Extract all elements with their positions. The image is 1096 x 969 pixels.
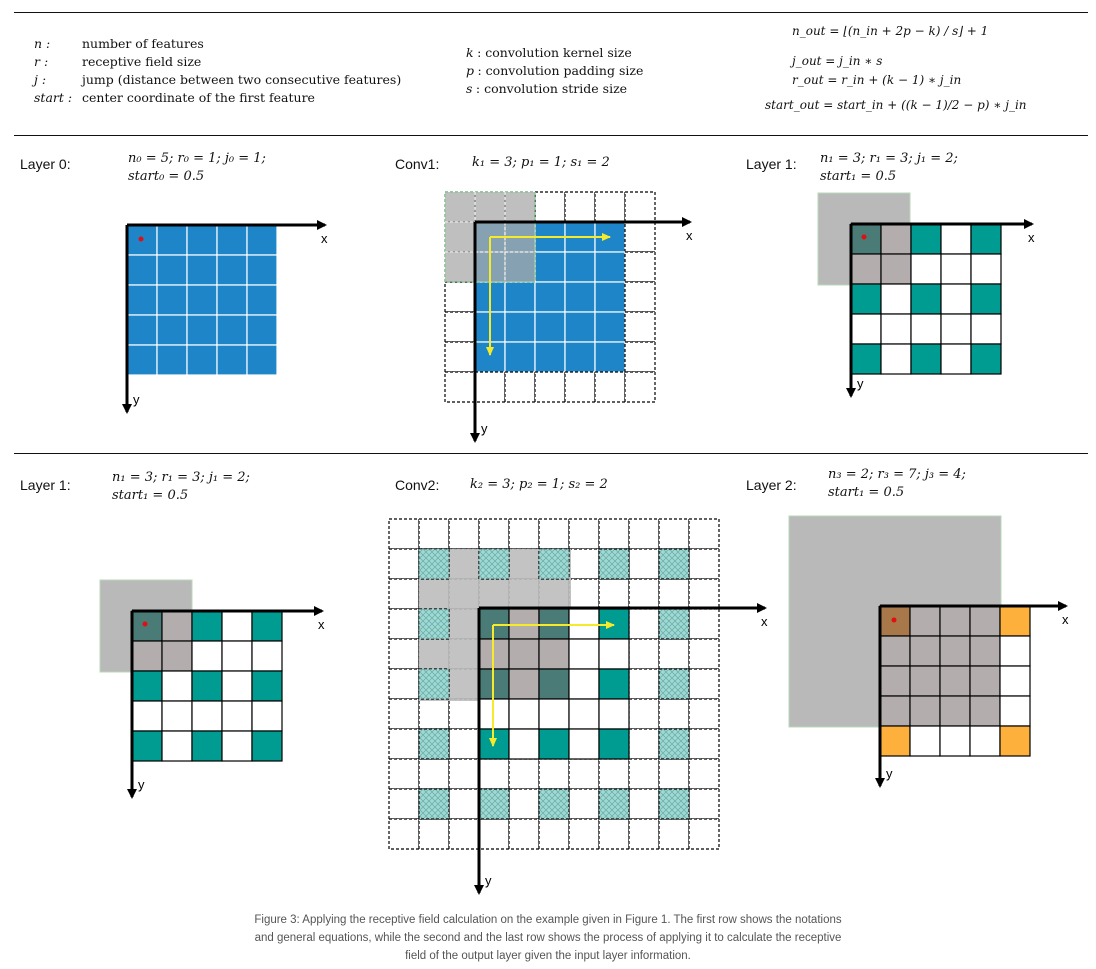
empty-cell (940, 666, 970, 696)
padding-cell (479, 759, 509, 789)
padding-cell (569, 819, 599, 849)
padding-cell (509, 519, 539, 549)
empty-cell (880, 666, 910, 696)
padding-cell (629, 549, 659, 579)
input-feature-cell (247, 345, 277, 375)
output-feature-cell (192, 611, 222, 641)
x-axis-label: x (1062, 612, 1069, 627)
padding-cell (569, 579, 599, 609)
output-feature-cell (971, 284, 1001, 314)
empty-cell (599, 639, 629, 669)
padding-cell (629, 729, 659, 759)
empty-cell (941, 254, 971, 284)
row1-layer1-start: start₁ = 0.5 (820, 169, 897, 184)
dilated-cell (419, 549, 449, 579)
empty-cell (910, 696, 940, 726)
row2-layer1-label: Layer 1: (20, 477, 71, 493)
empty-cell (910, 726, 940, 756)
dilated-cell (659, 789, 689, 819)
empty-cell (881, 344, 911, 374)
padding-cell (659, 519, 689, 549)
dilated-cell (659, 729, 689, 759)
padding-cell (689, 519, 719, 549)
empty-cell (941, 224, 971, 254)
empty-cell (132, 701, 162, 731)
notation-sym: n : (34, 36, 51, 51)
input-feature-cell (217, 345, 247, 375)
padding-cell (389, 519, 419, 549)
input-feature-cell (599, 669, 629, 699)
input-feature-cell (505, 342, 535, 372)
padding-cell (659, 639, 689, 669)
padding-cell (419, 759, 449, 789)
padding-cell (595, 372, 625, 402)
row2-conv2-params: k₂ = 3; p₂ = 1; s₂ = 2 (470, 477, 608, 492)
row1-conv1-label: Conv1: (395, 156, 440, 172)
padding-cell (389, 789, 419, 819)
padding-cell (625, 372, 655, 402)
dilated-cell (659, 609, 689, 639)
empty-cell (941, 284, 971, 314)
padding-cell (569, 759, 599, 789)
output-feature-cell (971, 344, 1001, 374)
dilated-cell (419, 789, 449, 819)
input-feature-cell (187, 285, 217, 315)
empty-cell (910, 636, 940, 666)
input-feature-cell (565, 282, 595, 312)
padding-cell (449, 759, 479, 789)
padding-cell (689, 579, 719, 609)
input-feature-cell (247, 255, 277, 285)
row1-layer1-params: n₁ = 3; r₁ = 3; j₁ = 2; (820, 151, 958, 166)
empty-cell (252, 641, 282, 671)
output-feature-cell (252, 671, 282, 701)
empty-cell (569, 729, 599, 759)
padding-cell (659, 579, 689, 609)
notation-sym: j : (34, 72, 47, 87)
padding-cell (625, 222, 655, 252)
empty-cell (539, 639, 569, 669)
input-feature-cell (187, 345, 217, 375)
empty-cell (880, 696, 910, 726)
empty-cell (162, 671, 192, 701)
padding-cell (389, 609, 419, 639)
input-feature-cell (157, 345, 187, 375)
input-feature-cell (187, 315, 217, 345)
output-feature-cell (880, 726, 910, 756)
padding-cell (539, 519, 569, 549)
empty-cell (162, 701, 192, 731)
padding-cell (389, 729, 419, 759)
empty-cell (971, 314, 1001, 344)
padding-cell (479, 519, 509, 549)
dilated-cell (419, 669, 449, 699)
empty-cell (1000, 666, 1030, 696)
dilated-cell (419, 609, 449, 639)
padding-cell (449, 819, 479, 849)
empty-cell (132, 641, 162, 671)
equation-j-out: j_out = j_in ∗ s (792, 54, 883, 68)
padding-cell (569, 519, 599, 549)
row1-conv1-params: k₁ = 3; p₁ = 1; s₁ = 2 (472, 155, 610, 170)
empty-cell (569, 639, 599, 669)
dilated-cell (659, 549, 689, 579)
row1-layer0-label: Layer 0: (20, 156, 71, 172)
output-feature-cell (132, 731, 162, 761)
padding-cell (505, 372, 535, 402)
output-feature-cell (132, 671, 162, 701)
input-feature-cell (187, 225, 217, 255)
notation-sym: r : (34, 54, 49, 69)
output-feature-cell (1000, 726, 1030, 756)
empty-cell (192, 701, 222, 731)
empty-cell (222, 611, 252, 641)
input-feature-cell (535, 312, 565, 342)
input-feature-cell (595, 342, 625, 372)
padding-cell (659, 819, 689, 849)
empty-cell (222, 701, 252, 731)
output-feature-cell (252, 731, 282, 761)
padding-cell (569, 549, 599, 579)
padding-cell (599, 819, 629, 849)
notation-desc: receptive field size (82, 54, 202, 69)
empty-cell (941, 344, 971, 374)
layer1-grid (818, 193, 1035, 396)
input-feature-cell (157, 285, 187, 315)
output-feature-cell (192, 671, 222, 701)
padding-cell (625, 282, 655, 312)
layer1-grid-row2 (100, 580, 325, 797)
empty-cell (539, 699, 569, 729)
input-feature-cell (157, 315, 187, 345)
empty-cell (881, 254, 911, 284)
input-feature-cell (595, 282, 625, 312)
output-feature-cell (851, 224, 881, 254)
x-axis-label: x (318, 617, 325, 632)
empty-cell (881, 224, 911, 254)
padding-cell (689, 669, 719, 699)
input-feature-cell (247, 315, 277, 345)
empty-cell (509, 699, 539, 729)
output-feature-cell (911, 344, 941, 374)
dilated-cell (659, 669, 689, 699)
center-dot (892, 618, 897, 623)
padding-cell (449, 519, 479, 549)
input-feature-cell (535, 282, 565, 312)
dilated-cell (539, 549, 569, 579)
padding-cell (509, 759, 539, 789)
output-feature-cell (911, 284, 941, 314)
padding-cell (419, 819, 449, 849)
padding-cell (445, 342, 475, 372)
input-feature-cell (505, 282, 535, 312)
conv-sym: s (466, 81, 473, 96)
empty-cell (192, 641, 222, 671)
empty-cell (881, 284, 911, 314)
input-feature-cell (505, 312, 535, 342)
caption-line: field of the output layer given the input layer information. (405, 950, 691, 962)
empty-cell (162, 611, 192, 641)
notation-sym: start : (34, 90, 73, 105)
empty-cell (851, 254, 881, 284)
caption-line: Figure 3: Applying the receptive field calculation on the example given in Figure 1. The first row shows the notations (254, 914, 842, 926)
notation-desc: jump (distance between two consecutive features) (82, 72, 402, 87)
padding-cell (599, 579, 629, 609)
padding-cell (629, 579, 659, 609)
padding-cell (625, 252, 655, 282)
conv-sym: p (466, 63, 475, 78)
output-feature-cell (851, 344, 881, 374)
output-feature-cell (192, 731, 222, 761)
input-feature-cell (247, 285, 277, 315)
row2-layer2-params: n₃ = 2; r₃ = 7; j₃ = 4; (828, 467, 966, 482)
padding-cell (389, 669, 419, 699)
center-dot (862, 235, 867, 240)
padding-cell (625, 312, 655, 342)
output-feature-cell (911, 224, 941, 254)
empty-cell (970, 666, 1000, 696)
empty-cell (569, 669, 599, 699)
row1-layer1-label: Layer 1: (746, 156, 797, 172)
padding-cell (569, 789, 599, 819)
input-feature-cell (539, 669, 569, 699)
input-feature-cell (127, 315, 157, 345)
empty-cell (222, 641, 252, 671)
input-feature-cell (217, 255, 247, 285)
input-feature-cell (535, 252, 565, 282)
padding-cell (445, 372, 475, 402)
empty-cell (970, 726, 1000, 756)
empty-cell (910, 666, 940, 696)
center-dot (139, 237, 144, 242)
conv-desc: : convolution stride size (475, 81, 628, 96)
x-axis-label: x (686, 228, 693, 243)
input-feature-cell (247, 225, 277, 255)
padding-cell (389, 819, 419, 849)
input-feature-cell (595, 252, 625, 282)
padding-cell (509, 819, 539, 849)
input-feature-cell (595, 312, 625, 342)
padding-cell (509, 789, 539, 819)
empty-cell (252, 701, 282, 731)
conv1-grid (445, 192, 693, 441)
empty-cell (509, 639, 539, 669)
empty-cell (1000, 636, 1030, 666)
empty-cell (881, 314, 911, 344)
figure-caption (0, 911, 1096, 965)
empty-cell (940, 606, 970, 636)
padding-cell (595, 192, 625, 222)
padding-cell (689, 609, 719, 639)
empty-cell (162, 641, 192, 671)
padding-cell (445, 312, 475, 342)
empty-cell (970, 606, 1000, 636)
dilated-cell (479, 789, 509, 819)
dilated-cell (599, 789, 629, 819)
row2-layer1-params: n₁ = 3; r₁ = 3; j₁ = 2; (112, 470, 250, 485)
padding-cell (445, 282, 475, 312)
input-feature-cell (565, 342, 595, 372)
row2-layer1-start: start₁ = 0.5 (112, 488, 189, 503)
padding-cell (389, 759, 419, 789)
conv-sym: k (466, 45, 474, 60)
y-axis-label: y (138, 777, 145, 792)
row2-layer2-label: Layer 2: (746, 477, 797, 493)
padding-cell (629, 819, 659, 849)
padding-cell (689, 789, 719, 819)
padding-cell (689, 549, 719, 579)
output-feature-cell (971, 224, 1001, 254)
empty-cell (970, 696, 1000, 726)
input-feature-cell (157, 225, 187, 255)
padding-cell (449, 789, 479, 819)
padding-cell (629, 639, 659, 669)
row2-layer2-start: start₁ = 0.5 (828, 485, 905, 500)
empty-cell (940, 696, 970, 726)
row2-conv2-label: Conv2: (395, 477, 440, 493)
input-feature-cell (599, 729, 629, 759)
input-feature-cell (217, 225, 247, 255)
padding-cell (689, 759, 719, 789)
dilated-cell (599, 549, 629, 579)
notation-desc: number of features (82, 36, 204, 51)
empty-cell (880, 636, 910, 666)
padding-cell (629, 669, 659, 699)
padding-cell (389, 579, 419, 609)
padding-cell (659, 699, 689, 729)
y-axis-label: y (886, 766, 893, 781)
input-feature-cell (127, 345, 157, 375)
padding-cell (689, 699, 719, 729)
padding-cell (449, 729, 479, 759)
empty-cell (222, 671, 252, 701)
empty-cell (162, 731, 192, 761)
empty-cell (599, 699, 629, 729)
padding-cell (389, 639, 419, 669)
input-feature-cell (539, 729, 569, 759)
empty-cell (222, 731, 252, 761)
caption-line: and general equations, while the second and the last row shows the process of applying it to calculate the receptive (254, 932, 842, 944)
empty-cell (971, 254, 1001, 284)
input-feature-cell (565, 252, 595, 282)
padding-cell (629, 519, 659, 549)
layer2-grid (789, 516, 1069, 786)
output-feature-cell (851, 284, 881, 314)
padding-cell (689, 639, 719, 669)
conv-desc: : convolution padding size (477, 63, 644, 78)
padding-cell (389, 699, 419, 729)
y-axis-label: y (485, 873, 492, 888)
row1-layer0-start: start₀ = 0.5 (128, 169, 205, 184)
input-feature-cell (535, 342, 565, 372)
y-axis-label: y (133, 392, 140, 407)
padding-cell (479, 819, 509, 849)
empty-cell (970, 636, 1000, 666)
padding-cell (689, 729, 719, 759)
y-axis-label: y (857, 376, 864, 391)
input-feature-cell (127, 285, 157, 315)
notation-desc: center coordinate of the first feature (82, 90, 315, 105)
empty-cell (940, 636, 970, 666)
padding-cell (625, 192, 655, 222)
empty-cell (911, 314, 941, 344)
dilated-cell (479, 549, 509, 579)
input-feature-cell (157, 255, 187, 285)
padding-cell (659, 759, 689, 789)
padding-cell (565, 372, 595, 402)
dilated-cell (539, 789, 569, 819)
dilated-cell (419, 729, 449, 759)
row1-layer0-params: n₀ = 5; r₀ = 1; j₀ = 1; (128, 151, 266, 166)
input-feature-cell (217, 315, 247, 345)
center-dot (143, 622, 148, 627)
input-feature-cell (187, 255, 217, 285)
padding-cell (625, 342, 655, 372)
empty-cell (851, 314, 881, 344)
padding-cell (449, 699, 479, 729)
padding-cell (629, 759, 659, 789)
empty-cell (1000, 696, 1030, 726)
padding-cell (419, 699, 449, 729)
y-axis-label: y (481, 421, 488, 436)
padding-cell (539, 759, 569, 789)
empty-cell (940, 726, 970, 756)
empty-cell (941, 314, 971, 344)
x-axis-label: x (321, 231, 328, 246)
equation-start-out: start_out = start_in + ((k − 1)/2 − p) ∗ j_in (765, 98, 1027, 112)
empty-cell (509, 729, 539, 759)
padding-cell (599, 519, 629, 549)
empty-cell (910, 606, 940, 636)
padding-cell (599, 759, 629, 789)
padding-cell (629, 609, 659, 639)
equation-r-out: r_out = r_in + (k − 1) ∗ j_in (792, 73, 962, 87)
padding-cell (419, 519, 449, 549)
conv2-grid (389, 519, 768, 893)
empty-cell (569, 699, 599, 729)
output-feature-cell (132, 611, 162, 641)
padding-cell (535, 372, 565, 402)
padding-cell (535, 192, 565, 222)
input-feature-cell (217, 285, 247, 315)
equation-n-out: n_out = ⌊(n_in + 2p − k) / s⌋ + 1 (792, 24, 989, 38)
input-feature-cell (127, 255, 157, 285)
output-feature-cell (252, 611, 282, 641)
layer0-grid (127, 225, 328, 412)
empty-cell (911, 254, 941, 284)
padding-cell (475, 372, 505, 402)
padding-cell (629, 699, 659, 729)
input-feature-cell (565, 312, 595, 342)
padding-cell (565, 192, 595, 222)
padding-cell (539, 819, 569, 849)
output-feature-cell (1000, 606, 1030, 636)
x-axis-label: x (1028, 230, 1035, 245)
empty-cell (509, 669, 539, 699)
conv-desc: : convolution kernel size (477, 45, 632, 60)
x-axis-label: x (761, 614, 768, 629)
padding-cell (689, 819, 719, 849)
padding-cell (389, 549, 419, 579)
padding-cell (629, 789, 659, 819)
